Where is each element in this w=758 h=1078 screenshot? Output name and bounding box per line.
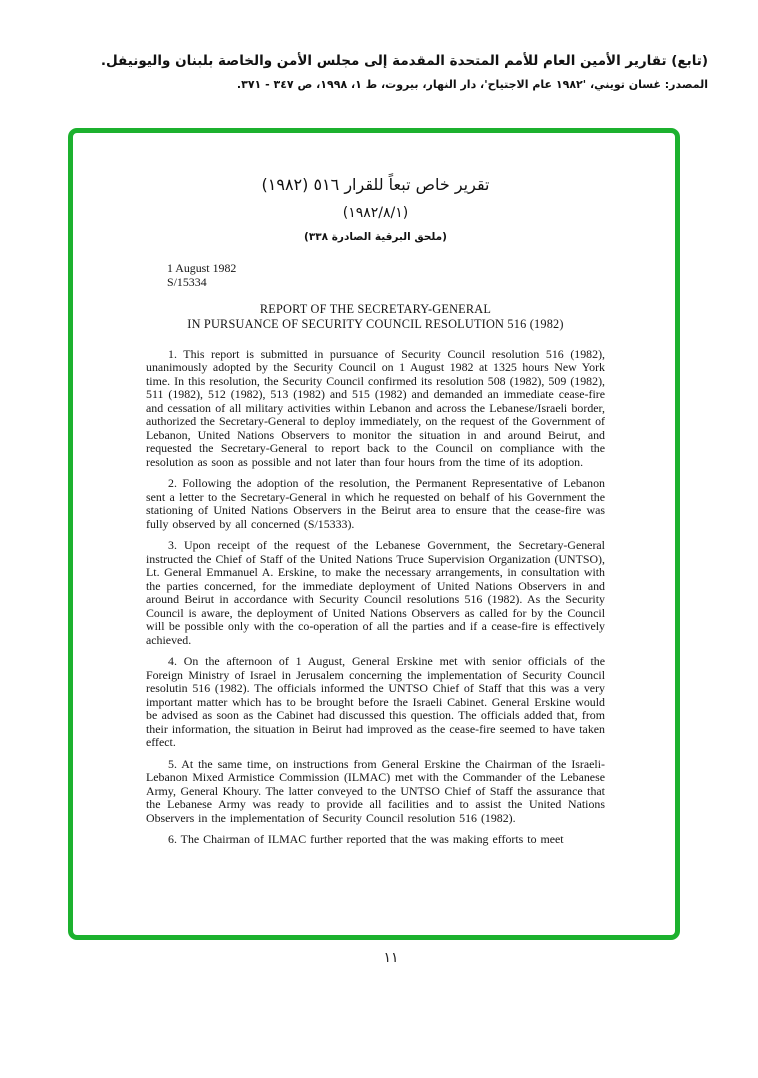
document-inner [73, 133, 675, 847]
report-paragraphs [146, 348, 605, 847]
paragraph-6: 6. The Chairman of ILMAC further reported that the was making efforts to meet [168, 832, 564, 847]
arabic-header-source: المصدر: غسان تويني، '١٩٨٢ عام الاجتياح'، دار النهار، بيروت، ط ١، ١٩٩٨، ص ٣٤٧ - ٣٧١. [236, 77, 708, 91]
page-number: ١١ [383, 950, 399, 966]
document-body [146, 261, 605, 847]
paragraph-4: 4. On the afternoon of 1 August, General Erskine met with senior officials of the Foreign Ministry of Israel in Jerusalem concerning the implementation of Security Council resolutin 516 (1982). The officials informed the UNTSO Chief of Staff that this was a very important matter which has to be brought before the Israeli Cabinet. General Erskine would be advised as soon as the Cabinet had discussed this question. The officials added that, from their information, the situation in Beirut had improved as the cease-fire seemed to have taken effect. [146, 654, 605, 750]
date-block [167, 261, 605, 289]
document-date: 1 August 1982 [167, 260, 237, 275]
arabic-header [68, 52, 708, 92]
report-title-line-1: REPORT OF THE SECRETARY-GENERAL [259, 301, 492, 316]
paragraph-5: 5. At the same time, on instructions from General Erskine the Chairman of the Israeli-Lebanon Mixed Armistice Commission (ILMAC) met with the Commander of the Lebanese Army, General Khoury. The latter conveyed to the UNTSO Chief of Staff the assurance that the Lebanese Army was ready to provide all facilities and to assist the United Nations Observers in the implementation of Security Council resolution 516 (1982). [146, 756, 605, 825]
paragraph-3: 3. Upon receipt of the request of the Lebanese Government, the Secretary-General instructed the Chief of Staff of the United Nations Truce Supervision Organization (UNTSO), Lt. General Emmanuel A. Erskine, to make the necessary arrangements, in consultation with the parties concerned, for the immediate deployment of United Nations Observers in and around Beirut in accordance with Security Council resolutions 516 (1982). As the Security Council is aware, the deployment of United Nations Observers as called for by the Council will be possible only with the co-operation of all the parties and if a cease-fire is effectively achieved. [146, 538, 605, 647]
arabic-report-date: (١٩٨٢/٨/١) [342, 205, 409, 222]
arabic-annex-note: (ملحق البرقية الصادرة ٣٣٨) [304, 230, 447, 243]
paragraph-1: 1. This report is submitted in pursuance of Security Council resolution 516 (1982), unanimously adopted by the Security Council on 1 August 1982 at 1325 hours New York time. In this resolution, the Security Council confirmed its resolution 508 (1982), 509 (1982), 511 (1982), 512 (1982), 513 (1982) and 515 (1982) and demanded an immediate cease-fire and cessation of all military activities within Lebanon and across the Lebanese/Israeli border, authorized the Secretary-General to deploy immediately, on the request of the Government of Lebanon, United Nations Observers to monitor the situation in and around Beirut, and requested the Secretary-General to report back to the Council on compliance with the resolution as soon as possible and not later than four hours from the time of its adoption. [146, 346, 605, 469]
report-title-line-2: IN PURSUANCE OF SECURITY COUNCIL RESOLUTION 516 (1982) [187, 316, 564, 331]
paragraph-2: 2. Following the adoption of the resolution, the Permanent Representative of Lebanon sent a letter to the Secretary-General in which he requested on behalf of his Government the stationing of United Nations Observers in the Beirut area to ensure that the cease-fire was fully observed by all concerned (S/15333). [146, 476, 605, 531]
arabic-header-title: (تابع) تقارير الأمين العام للأمم المتحدة المقدمة إلى مجلس الأمن والخاصة بلبنان واليونيفل. [100, 53, 708, 69]
document-frame [68, 128, 680, 940]
arabic-report-title: تقرير خاص تبعاً للقرار ٥١٦ (١٩٨٢) [261, 175, 490, 194]
arabic-title-block [146, 175, 605, 244]
report-title [146, 302, 605, 332]
document-symbol: S/15334 [167, 274, 207, 289]
